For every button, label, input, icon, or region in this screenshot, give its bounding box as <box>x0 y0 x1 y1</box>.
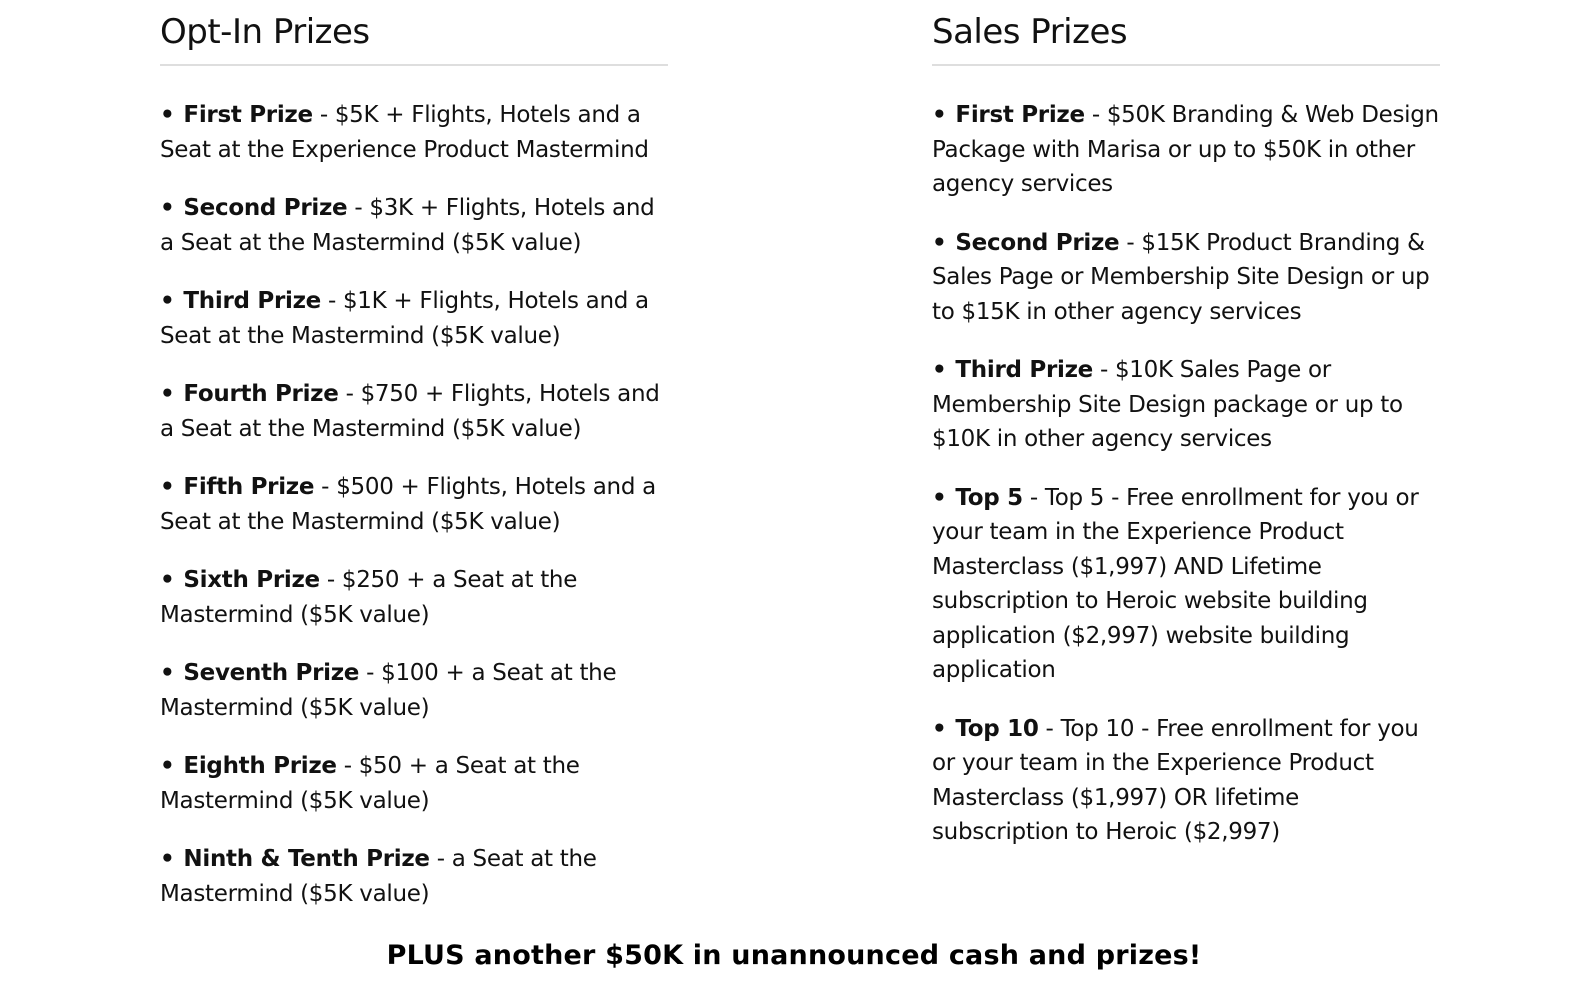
sales-prize-item-second <box>932 226 1440 330</box>
prize-description: - $3K + Flights, Hotels and a Seat at the Mastermind ($5K value) <box>160 195 655 256</box>
optin-title-divider <box>160 64 668 66</box>
optin-prize-item-second <box>160 191 668 260</box>
prize-description: - a Seat at the Mastermind ($5K value) <box>160 846 597 907</box>
sales-prize-item-third <box>932 353 1440 457</box>
optin-prize-item-seventh <box>160 656 668 725</box>
prize-name: Top 5 <box>955 484 1023 511</box>
bullet-glyph: • <box>160 660 175 686</box>
bullet-glyph: • <box>932 229 947 256</box>
prize-description: - $1K + Flights, Hotels and a Seat at the Mastermind ($5K value) <box>160 288 649 349</box>
optin-prize-list <box>160 98 668 911</box>
prize-description: - $250 + a Seat at the Mastermind ($5K value) <box>160 567 578 628</box>
bullet-glyph: • <box>932 484 947 511</box>
prize-name: Fourth Prize <box>183 381 339 407</box>
prize-name: Sixth Prize <box>183 567 320 593</box>
bullet-glyph: • <box>932 715 947 742</box>
prize-name: Seventh Prize <box>183 660 360 686</box>
sales-prizes-column <box>932 0 1440 874</box>
optin-prize-item-sixth <box>160 563 668 632</box>
bullet-glyph: • <box>932 102 947 128</box>
sales-title-divider <box>932 64 1440 66</box>
optin-prize-item-third <box>160 284 668 353</box>
prize-description: - $50K Branding & Web Design Package with Marisa or up to $50K in other agency services <box>932 102 1439 197</box>
bullet-glyph: • <box>160 288 175 314</box>
prize-description: - Top 5 - Free enrollment for you or your team in the Experience Product Masterclass ($1,997) AND Lifetime subscription to Heroic website building application ($2,997) website building application <box>932 484 1419 683</box>
bullet-glyph: • <box>160 753 175 779</box>
prize-description: - $100 + a Seat at the Mastermind ($5K value) <box>160 660 617 721</box>
bullet-glyph: • <box>160 474 175 500</box>
optin-prize-item-first <box>160 98 668 167</box>
prize-name: Top 10 <box>955 715 1039 742</box>
bullet-glyph: • <box>932 357 947 383</box>
prize-name: Third Prize <box>955 357 1093 383</box>
optin-prize-item-fourth <box>160 377 668 446</box>
bullet-glyph: • <box>160 567 175 593</box>
bullet-glyph: • <box>160 102 175 128</box>
optin-prize-item-fifth <box>160 470 668 539</box>
prize-description: - $10K Sales Page or Membership Site Design package or up to $10K in other agency services <box>932 357 1403 452</box>
optin-prize-item-eighth <box>160 749 668 818</box>
optin-prizes-title: Opt-In Prizes <box>160 12 370 52</box>
prize-name: First Prize <box>183 102 313 128</box>
prize-description: - $750 + Flights, Hotels and a Seat at the Mastermind ($5K value) <box>160 381 660 442</box>
bullet-glyph: • <box>160 846 175 872</box>
prize-description: - $15K Product Branding & Sales Page or Membership Site Design or up to $15K in other agency services <box>932 229 1430 325</box>
bullet-glyph: • <box>160 381 175 407</box>
prize-description: - $500 + Flights, Hotels and a Seat at the Mastermind ($5K value) <box>160 474 656 535</box>
sales-prize-list <box>932 98 1440 850</box>
prize-name: Third Prize <box>183 288 321 314</box>
sales-prize-item-top-5 <box>932 481 1440 688</box>
bullet-glyph: • <box>160 195 175 221</box>
prize-name: Second Prize <box>955 229 1120 256</box>
optin-prizes-column <box>160 0 668 935</box>
sales-prize-item-first <box>932 98 1440 202</box>
prize-name: Ninth & Tenth Prize <box>183 846 430 872</box>
sales-prizes-title: Sales Prizes <box>932 12 1128 52</box>
prize-name: Second Prize <box>183 195 348 221</box>
prize-description: - Top 10 - Free enrollment for you or your team in the Experience Product Masterclass ($1,997) OR lifetime subscription to Heroic ($2,997) <box>932 715 1419 845</box>
prize-description: - $5K + Flights, Hotels and a Seat at the Experience Product Mastermind <box>160 102 649 163</box>
sales-prize-item-top-10 <box>932 712 1440 850</box>
optin-prize-item-ninth-tenth <box>160 842 668 911</box>
prize-description: - $50 + a Seat at the Mastermind ($5K value) <box>160 753 580 814</box>
prize-name: Fifth Prize <box>183 474 315 500</box>
prize-name: Eighth Prize <box>183 753 337 779</box>
prize-name: First Prize <box>955 102 1085 128</box>
bonus-prizes-announcement: PLUS another $50K in unannounced cash and prizes! <box>386 940 1202 971</box>
